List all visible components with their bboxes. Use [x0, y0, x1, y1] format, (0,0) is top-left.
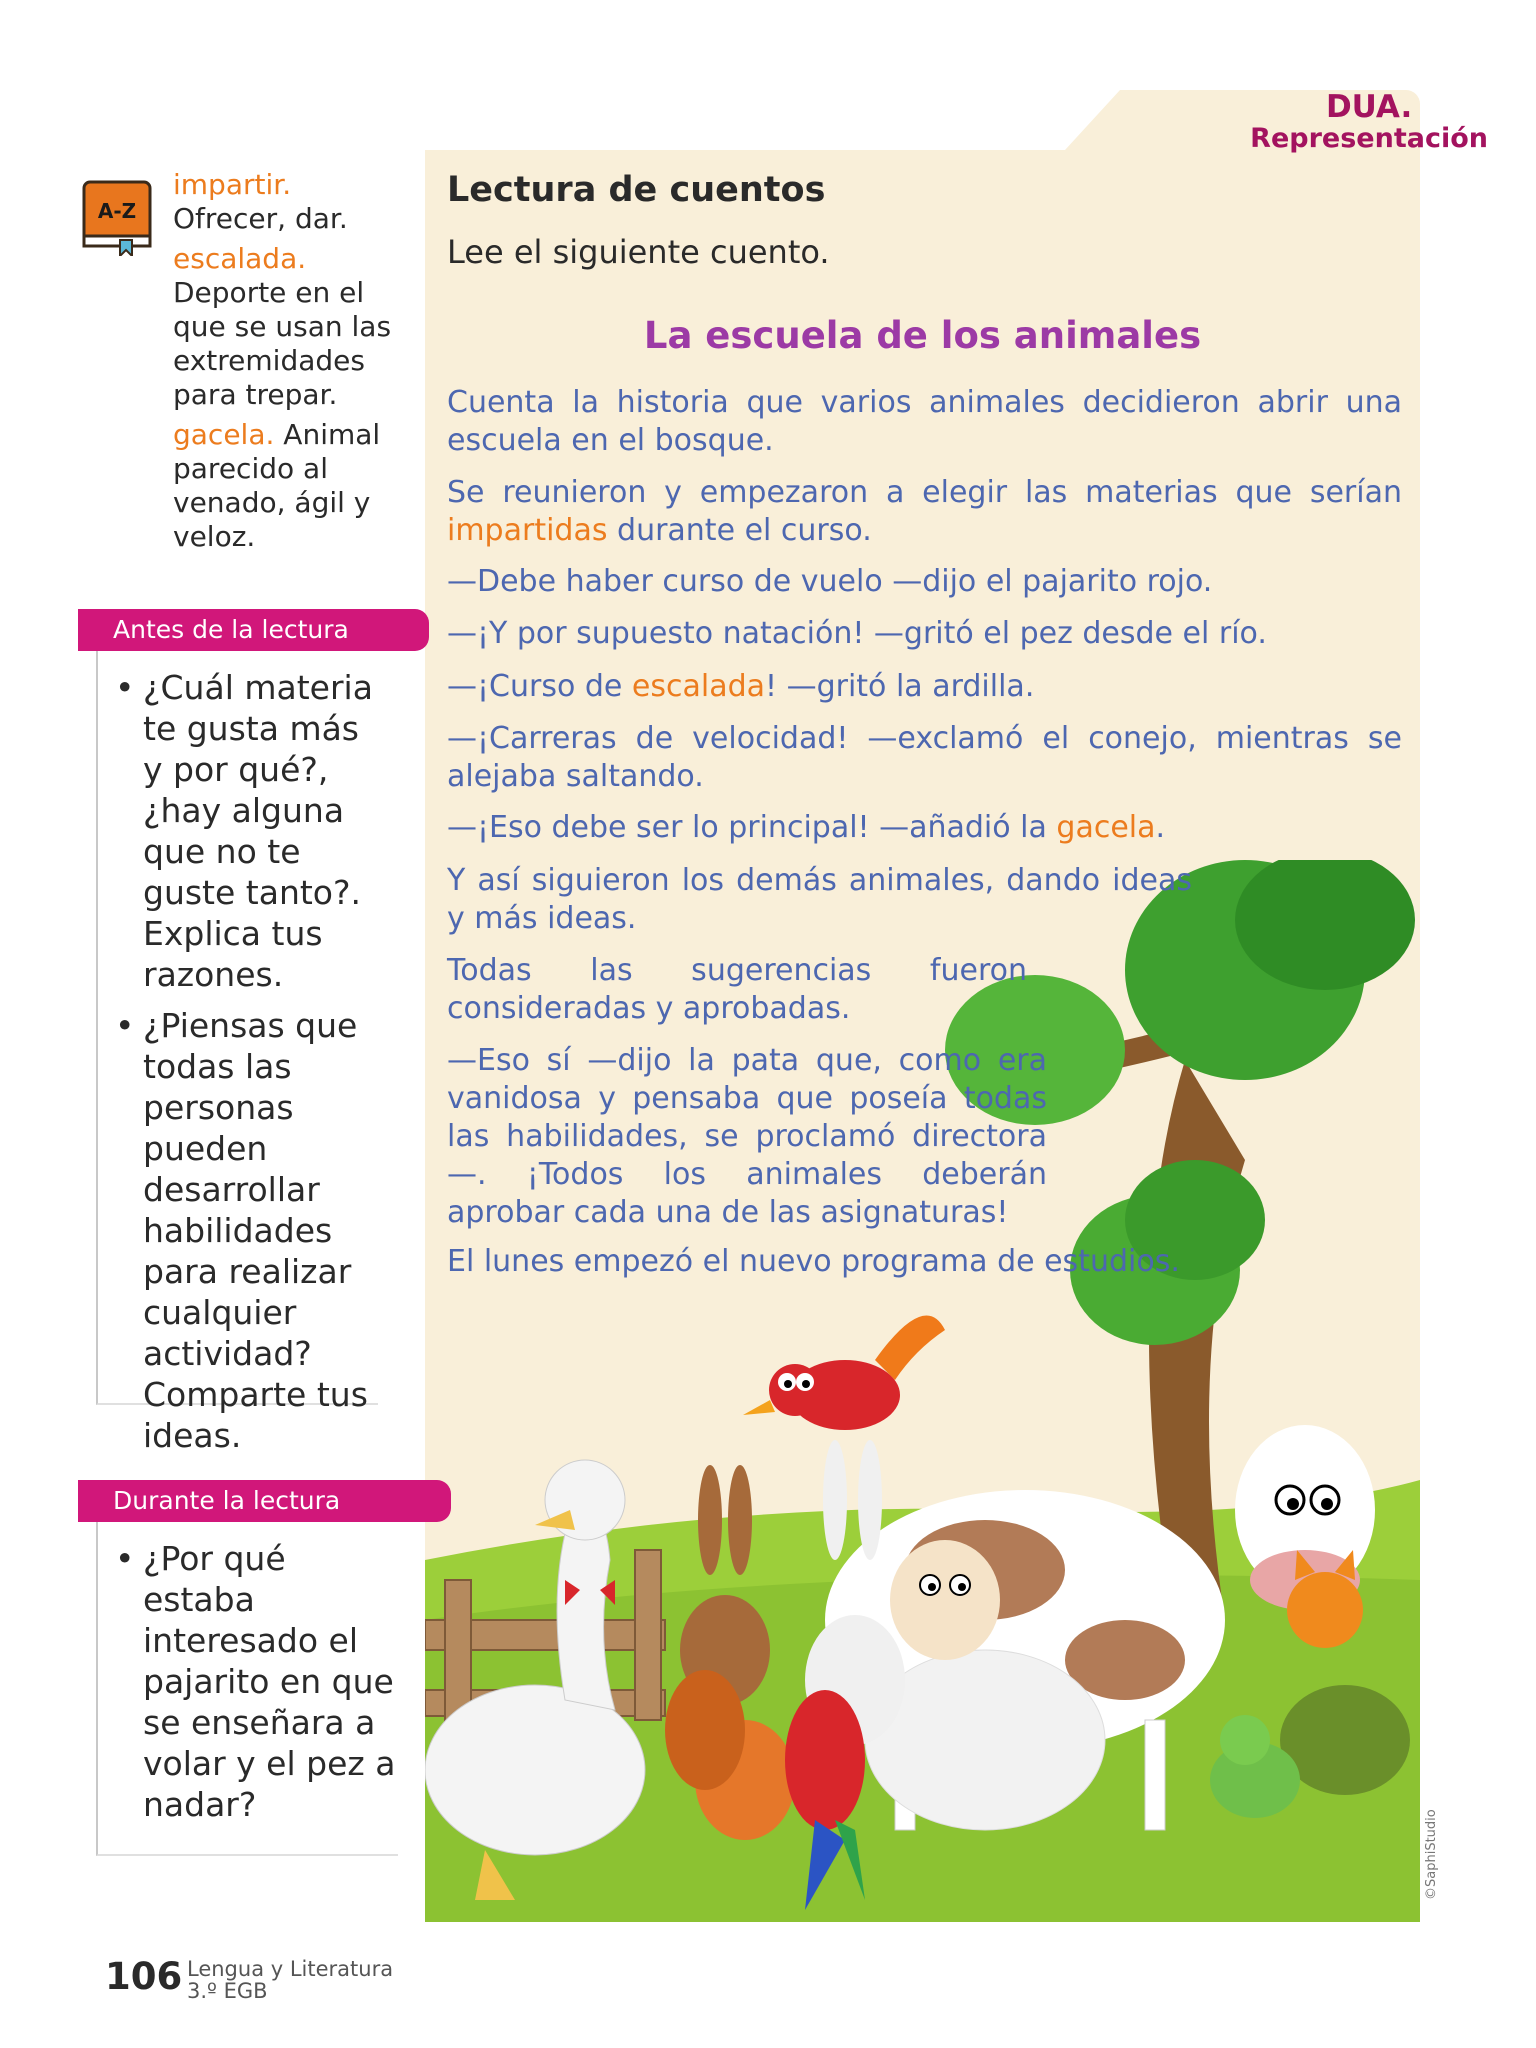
dua-label	[1250, 90, 1488, 154]
story-paragraph: —Debe haber curso de vuelo —dijo el pajarito rojo.	[447, 564, 1213, 599]
story-paragraph: Se reunieron y empezaron a elegir las materias que serían impartidas durante el curso.	[447, 475, 1402, 548]
instruction: Lee el siguiente cuento.	[447, 233, 830, 271]
page-subject	[187, 1958, 393, 2002]
glossary-entry	[173, 418, 413, 554]
dua-title: DUA.	[1325, 89, 1413, 125]
during-reading-questions	[96, 1522, 398, 1856]
story-paragraph: —¡Eso debe ser lo principal! —añadió la gacela.	[447, 810, 1166, 845]
glossary	[173, 168, 413, 560]
question-item: • ¿Cuál materia te gusta más y por qué?, ¿hay alguna que no te guste tanto?. Explica tus razones.	[143, 667, 378, 995]
glossary-term: impartir.	[173, 168, 292, 201]
section-title: Lectura de cuentos	[447, 170, 826, 210]
glossary-term: escalada.	[173, 242, 307, 275]
glossary-entry	[173, 242, 413, 412]
during-reading-tab: Durante la lectura	[78, 1480, 451, 1522]
story-paragraph: —¡Y por supuesto natación! —gritó el pez desde el río.	[447, 616, 1267, 651]
story-paragraph: —¡Carreras de velocidad! —exclamó el conejo, mientras se alejaba saltando.	[447, 721, 1402, 794]
grade-label: 3.º EGB	[187, 1979, 268, 2003]
question-item: • ¿Por qué estaba interesado el pajarito en que se enseñara a volar y el pez a nadar?	[143, 1538, 398, 1825]
glossary-highlight: impartidas	[447, 513, 608, 548]
subject-name: Lengua y Literatura	[187, 1957, 394, 1981]
glossary-highlight: escalada	[631, 669, 766, 704]
story-paragraph: Todas las sugerencias fueron consideradas y aprobadas.	[447, 953, 1027, 1026]
story-paragraph: —¡Curso de escalada! —gritó la ardilla.	[447, 669, 1035, 704]
image-credit: ©SaphiStudio	[1424, 1809, 1439, 1900]
glossary-icon-label: A-Z	[97, 199, 137, 223]
glossary-definition: Animal parecido al venado, ágil y veloz.	[173, 418, 381, 553]
story-paragraph: —Eso sí —dijo la pata que, como era vanidosa y pensaba que poseía todas las habilidades, se proclamó directora—. ¡Todos los animales deberán aprobar cada una de las asignaturas!	[447, 1043, 1047, 1230]
question-item: • ¿Piensas que todas las personas pueden desarrollar habilidades para realizar cualquier actividad? Comparte tus ideas.	[143, 1005, 378, 1456]
glossary-definition: Deporte en el que se usan las extremidades para trepar.	[173, 276, 392, 411]
story-paragraph: El lunes empezó el nuevo programa de estudios.	[447, 1244, 1180, 1279]
story-title: La escuela de los animales	[643, 314, 1202, 357]
before-reading-questions	[96, 651, 378, 1455]
glossary-term: gacela.	[173, 418, 275, 451]
red-bird-icon	[743, 1315, 945, 1430]
dictionary-book-icon	[80, 178, 154, 256]
glossary-highlight: gacela	[1056, 810, 1156, 845]
glossary-entry	[173, 168, 413, 236]
glossary-definition: Ofrecer, dar.	[173, 202, 348, 235]
dua-subtitle: Representación	[1250, 123, 1488, 154]
before-reading-tab: Antes de la lectura	[78, 609, 429, 651]
story-paragraph: Cuenta la historia que varios animales decidieron abrir una escuela en el bosque.	[447, 385, 1402, 458]
page-number: 106	[105, 1955, 183, 1998]
story-paragraph: Y así siguieron los demás animales, dando ideas y más ideas.	[447, 863, 1192, 936]
